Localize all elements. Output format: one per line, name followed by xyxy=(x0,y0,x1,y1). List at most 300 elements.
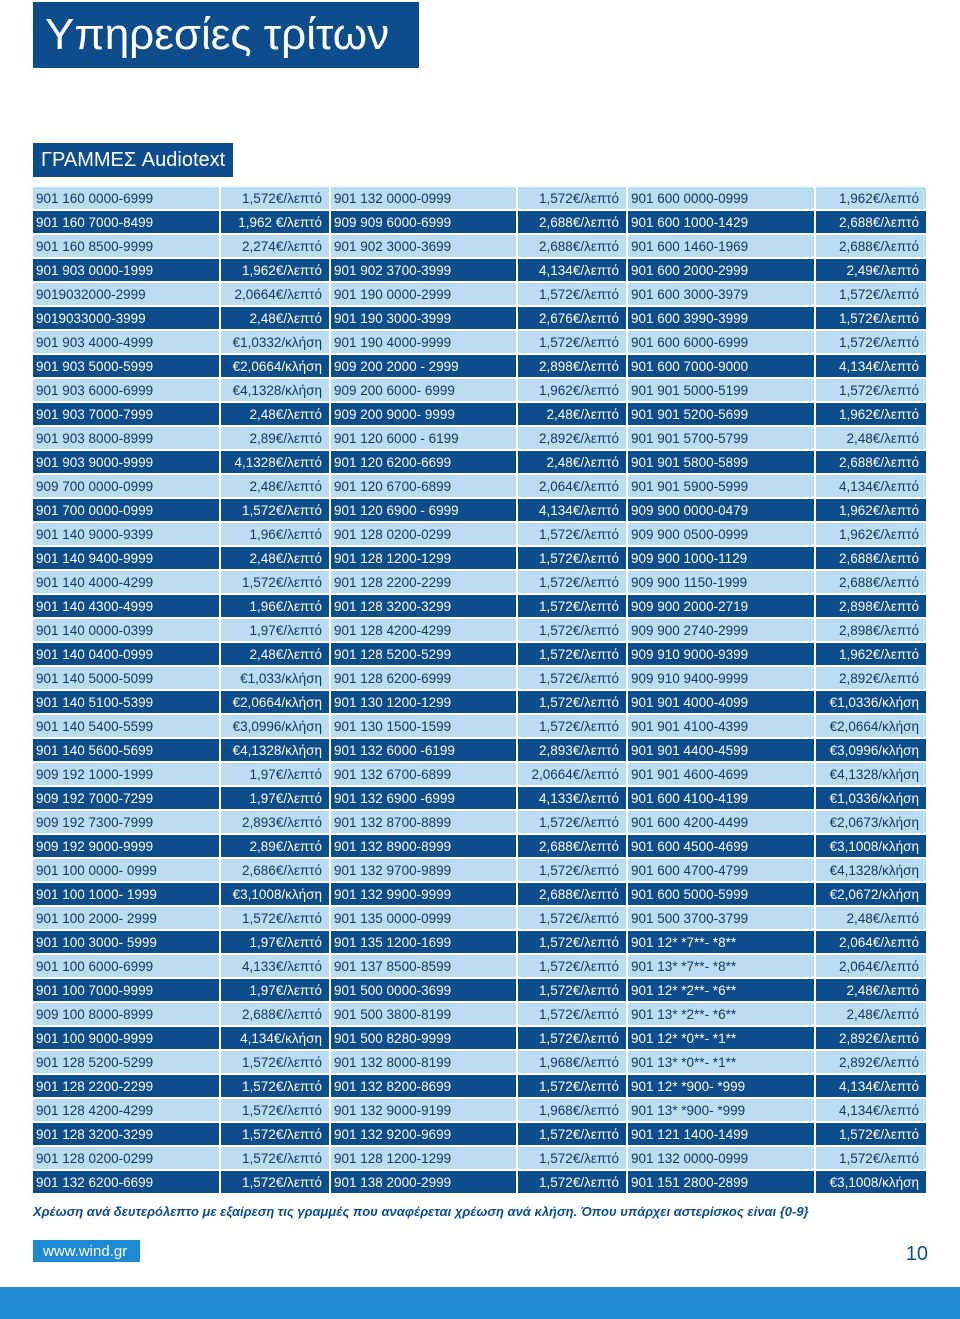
number-range-cell: 909 200 6000- 6999 xyxy=(331,379,518,403)
footer-band xyxy=(0,1287,960,1319)
number-range-cell: 901 140 4300-4999 xyxy=(33,595,221,619)
number-range-cell: 901 140 5600-5699 xyxy=(33,739,221,763)
table-row xyxy=(33,1171,926,1195)
rate-cell: 2,49€/λεπτό xyxy=(816,259,926,283)
number-range-cell: 901 12* *900- *999 xyxy=(628,1075,816,1099)
table-row xyxy=(33,523,926,547)
number-range-cell: 901 130 1200-1299 xyxy=(331,691,518,715)
rate-cell: 4,134€/κλήση xyxy=(221,1027,331,1051)
number-range-cell: 901 140 0000-0399 xyxy=(33,619,221,643)
number-range-cell: 901 190 4000-9999 xyxy=(331,331,518,355)
number-range-cell: 901 128 0200-0299 xyxy=(331,523,518,547)
rate-cell: 1,97€/λεπτό xyxy=(221,931,331,955)
rate-cell: 2,892€/λεπτό xyxy=(816,1027,926,1051)
number-range-cell: 901 160 8500-9999 xyxy=(33,235,221,259)
table-row xyxy=(33,619,926,643)
rate-cell: 4,133€/λεπτό xyxy=(518,787,628,811)
table-row xyxy=(33,187,926,211)
number-range-cell: 901 901 5800-5899 xyxy=(628,451,816,475)
number-range-cell: 901 120 6200-6699 xyxy=(331,451,518,475)
rate-cell: €3,0996/κλήση xyxy=(221,715,331,739)
section-title: ΓΡΑΜΜΕΣ Audiotext xyxy=(33,143,233,177)
number-range-cell: 901 132 9700-9899 xyxy=(331,859,518,883)
number-range-cell: 909 200 2000 - 2999 xyxy=(331,355,518,379)
number-range-cell: 901 903 5000-5999 xyxy=(33,355,221,379)
rate-cell: 2,48€/λεπτό xyxy=(816,907,926,931)
number-range-cell: 901 128 6200-6999 xyxy=(331,667,518,691)
number-range-cell: 901 132 0000-0999 xyxy=(331,187,518,211)
rate-cell: 1,572€/λεπτό xyxy=(221,907,331,931)
number-range-cell: 901 13* *2**- *6** xyxy=(628,1003,816,1027)
rate-cell: €1,0336/κλήση xyxy=(816,787,926,811)
number-range-cell: 901 132 0000-0999 xyxy=(628,1147,816,1171)
number-range-cell: 901 120 6900 - 6999 xyxy=(331,499,518,523)
number-range-cell: 901 600 4700-4799 xyxy=(628,859,816,883)
table-row xyxy=(33,307,926,331)
rate-cell: 4,134€/λεπτό xyxy=(816,475,926,499)
rate-cell: 1,572€/λεπτό xyxy=(221,571,331,595)
table-row xyxy=(33,979,926,1003)
table-row xyxy=(33,691,926,715)
number-range-cell: 901 901 4000-4099 xyxy=(628,691,816,715)
rate-cell: 2,48€/λεπτό xyxy=(518,403,628,427)
number-range-cell: 901 600 3990-3999 xyxy=(628,307,816,331)
table-row xyxy=(33,739,926,763)
table-row xyxy=(33,1123,926,1147)
number-range-cell: 901 903 8000-8999 xyxy=(33,427,221,451)
number-range-cell: 909 192 7300-7999 xyxy=(33,811,221,835)
rate-cell: 2,688€/λεπτό xyxy=(518,835,628,859)
number-range-cell: 901 140 5400-5599 xyxy=(33,715,221,739)
number-range-cell: 901 128 5200-5299 xyxy=(33,1051,221,1075)
rate-cell: 1,572€/λεπτό xyxy=(518,691,628,715)
table-row xyxy=(33,1027,926,1051)
rate-cell: 2,48€/λεπτό xyxy=(221,403,331,427)
number-range-cell: 901 132 6700-6899 xyxy=(331,763,518,787)
number-range-cell: 901 190 3000-3999 xyxy=(331,307,518,331)
table-row xyxy=(33,907,926,931)
rate-cell: €4,1328/κλήση xyxy=(221,379,331,403)
rate-cell: 2,688€/λεπτό xyxy=(816,547,926,571)
rate-cell: 1,962€/λεπτό xyxy=(816,523,926,547)
number-range-cell: 901 600 1000-1429 xyxy=(628,211,816,235)
table-row xyxy=(33,787,926,811)
number-range-cell: 901 137 8500-8599 xyxy=(331,955,518,979)
table-row xyxy=(33,211,926,235)
rate-cell: 2,898€/λεπτό xyxy=(816,619,926,643)
number-range-cell: 901 120 6000 - 6199 xyxy=(331,427,518,451)
rate-cell: 1,572€/λεπτό xyxy=(518,331,628,355)
number-range-cell: 901 132 8000-8199 xyxy=(331,1051,518,1075)
rate-cell: 1,962€/λεπτό xyxy=(816,499,926,523)
rate-cell: €2,0664/κλήση xyxy=(816,715,926,739)
number-range-cell: 901 901 4400-4599 xyxy=(628,739,816,763)
number-range-cell: 901 128 1200-1299 xyxy=(331,1147,518,1171)
table-row xyxy=(33,643,926,667)
number-range-cell: 901 500 8280-9999 xyxy=(331,1027,518,1051)
number-range-cell: 901 160 0000-6999 xyxy=(33,187,221,211)
rate-cell: 1,572€/λεπτό xyxy=(518,1147,628,1171)
rate-cell: 1,572€/λεπτό xyxy=(221,1171,331,1195)
number-range-cell: 901 13* *0**- *1** xyxy=(628,1051,816,1075)
rate-cell: 1,572€/λεπτό xyxy=(221,1147,331,1171)
rate-cell: 2,688€/λεπτό xyxy=(816,211,926,235)
number-range-cell: 901 120 6700-6899 xyxy=(331,475,518,499)
rate-cell: 1,962€/λεπτό xyxy=(518,379,628,403)
rate-cell: 2,892€/λεπτό xyxy=(816,1051,926,1075)
rate-cell: 1,97€/λεπτό xyxy=(221,619,331,643)
number-range-cell: 9019033000-3999 xyxy=(33,307,221,331)
rate-cell: €4,1328/κλήση xyxy=(221,739,331,763)
number-range-cell: 909 200 9000- 9999 xyxy=(331,403,518,427)
rate-cell: 2,898€/λεπτό xyxy=(518,355,628,379)
rate-cell: 2,892€/λεπτό xyxy=(816,667,926,691)
number-range-cell: 901 128 4200-4299 xyxy=(331,619,518,643)
rate-cell: 2,688€/λεπτό xyxy=(816,571,926,595)
number-range-cell: 901 135 0000-0999 xyxy=(331,907,518,931)
rate-cell: €1,0336/κλήση xyxy=(816,691,926,715)
rate-cell: 1,572€/λεπτό xyxy=(518,1075,628,1099)
number-range-cell: 901 901 4600-4699 xyxy=(628,763,816,787)
table-row xyxy=(33,259,926,283)
table-row xyxy=(33,403,926,427)
table-row xyxy=(33,835,926,859)
number-range-cell: 909 192 1000-1999 xyxy=(33,763,221,787)
rate-cell: 4,134€/λεπτό xyxy=(518,259,628,283)
number-range-cell: 901 128 5200-5299 xyxy=(331,643,518,667)
number-range-cell: 901 903 9000-9999 xyxy=(33,451,221,475)
number-range-cell: 901 160 7000-8499 xyxy=(33,211,221,235)
table-row xyxy=(33,283,926,307)
rate-cell: 1,962 €/λεπτό xyxy=(221,211,331,235)
rate-cell: 1,572€/λεπτό xyxy=(518,955,628,979)
rate-cell: 1,572€/λεπτό xyxy=(221,1123,331,1147)
number-range-cell: 901 12* *0**- *1** xyxy=(628,1027,816,1051)
rate-cell: 1,97€/λεπτό xyxy=(221,979,331,1003)
rate-cell: €1,0332/κλήση xyxy=(221,331,331,355)
rate-cell: 1,572€/λεπτό xyxy=(816,379,926,403)
number-range-cell: 901 903 4000-4999 xyxy=(33,331,221,355)
number-range-cell: 901 12* *2**- *6** xyxy=(628,979,816,1003)
number-range-cell: 901 140 5000-5099 xyxy=(33,667,221,691)
rate-cell: 2,688€/λεπτό xyxy=(221,1003,331,1027)
table-row xyxy=(33,595,926,619)
footnote: Χρέωση ανά δευτερόλεπτο με εξαίρεση τις γραμμές που αναφέρεται χρέωση ανά κλήση. Όπου υπάρχει αστερίσκος είναι {0-9} xyxy=(33,1204,809,1219)
number-range-cell: 901 600 3000-3979 xyxy=(628,283,816,307)
rate-cell: €4,1328/κλήση xyxy=(816,763,926,787)
rate-cell: 1,572€/λεπτό xyxy=(518,1123,628,1147)
table-row xyxy=(33,451,926,475)
number-range-cell: 909 900 1150-1999 xyxy=(628,571,816,595)
number-range-cell: 901 500 3800-8199 xyxy=(331,1003,518,1027)
number-range-cell: 901 500 3700-3799 xyxy=(628,907,816,931)
rate-cell: 1,572€/λεπτό xyxy=(518,811,628,835)
number-range-cell: 901 132 9000-9199 xyxy=(331,1099,518,1123)
rate-cell: 1,572€/λεπτό xyxy=(816,283,926,307)
number-range-cell: 901 12* *7**- *8** xyxy=(628,931,816,955)
number-range-cell: 901 132 6000 -6199 xyxy=(331,739,518,763)
table-row xyxy=(33,931,926,955)
table-row xyxy=(33,1147,926,1171)
rate-cell: 4,134€/λεπτό xyxy=(816,355,926,379)
number-range-cell: 901 600 1460-1969 xyxy=(628,235,816,259)
number-range-cell: 901 100 1000- 1999 xyxy=(33,883,221,907)
number-range-cell: 901 140 9000-9399 xyxy=(33,523,221,547)
rate-cell: 2,48€/λεπτό xyxy=(221,547,331,571)
number-range-cell: 901 903 0000-1999 xyxy=(33,259,221,283)
rate-cell: €3,1008/κλήση xyxy=(816,835,926,859)
number-range-cell: 901 128 2200-2299 xyxy=(33,1075,221,1099)
number-range-cell: 901 128 3200-3299 xyxy=(33,1123,221,1147)
rate-cell: 2,48€/λεπτό xyxy=(518,451,628,475)
number-range-cell: 901 600 0000-0999 xyxy=(628,187,816,211)
rate-cell: 1,572€/λεπτό xyxy=(518,1027,628,1051)
number-range-cell: 901 902 3000-3699 xyxy=(331,235,518,259)
rate-cell: 1,962€/λεπτό xyxy=(221,259,331,283)
number-range-cell: 901 100 6000-6999 xyxy=(33,955,221,979)
table-row xyxy=(33,1075,926,1099)
rate-cell: 2,064€/λεπτό xyxy=(816,931,926,955)
table-row xyxy=(33,1051,926,1075)
number-range-cell: 901 600 4100-4199 xyxy=(628,787,816,811)
page-title: Υπηρεσίες τρίτων xyxy=(33,2,419,68)
number-range-cell: 901 903 6000-6999 xyxy=(33,379,221,403)
rate-cell: 2,676€/λεπτό xyxy=(518,307,628,331)
website-link[interactable]: www.wind.gr xyxy=(33,1240,140,1262)
number-range-cell: 901 600 5000-5999 xyxy=(628,883,816,907)
number-range-cell: 901 600 4500-4699 xyxy=(628,835,816,859)
number-range-cell: 901 151 2800-2899 xyxy=(628,1171,816,1195)
rate-cell: 1,572€/λεπτό xyxy=(518,283,628,307)
number-range-cell: 901 140 5100-5399 xyxy=(33,691,221,715)
number-range-cell: 9019032000-2999 xyxy=(33,283,221,307)
rate-cell: €2,0672/κλήση xyxy=(816,883,926,907)
number-range-cell: 901 600 7000-9000 xyxy=(628,355,816,379)
number-range-cell: 901 901 5000-5199 xyxy=(628,379,816,403)
table-row xyxy=(33,955,926,979)
number-range-cell: 909 900 1000-1129 xyxy=(628,547,816,571)
rate-cell: 2,064€/λεπτό xyxy=(518,475,628,499)
rate-cell: 2,688€/λεπτό xyxy=(518,211,628,235)
rate-cell: 1,572€/λεπτό xyxy=(221,1099,331,1123)
number-range-cell: 909 909 6000-6999 xyxy=(331,211,518,235)
number-range-cell: 901 140 9400-9999 xyxy=(33,547,221,571)
table-row xyxy=(33,667,926,691)
rate-cell: 1,962€/λεπτό xyxy=(816,403,926,427)
rate-cell: 2,48€/λεπτό xyxy=(816,1003,926,1027)
number-range-cell: 901 128 2200-2299 xyxy=(331,571,518,595)
table-row xyxy=(33,859,926,883)
rate-cell: 1,96€/λεπτό xyxy=(221,595,331,619)
number-range-cell: 901 138 2000-2999 xyxy=(331,1171,518,1195)
rate-cell: 1,572€/λεπτό xyxy=(816,307,926,331)
rate-cell: 1,572€/λεπτό xyxy=(221,187,331,211)
number-range-cell: 901 901 5700-5799 xyxy=(628,427,816,451)
rate-cell: 2,064€/λεπτό xyxy=(816,955,926,979)
rate-cell: 2,686€/λεπτό xyxy=(221,859,331,883)
rate-cell: €1,033/κλήση xyxy=(221,667,331,691)
number-range-cell: 909 910 9400-9999 xyxy=(628,667,816,691)
rate-cell: 1,572€/λεπτό xyxy=(221,1075,331,1099)
rate-cell: 1,572€/λεπτό xyxy=(518,595,628,619)
rates-table-body xyxy=(33,187,926,1195)
rate-cell: €2,0664/κλήση xyxy=(221,691,331,715)
number-range-cell: 901 901 5900-5999 xyxy=(628,475,816,499)
table-row xyxy=(33,379,926,403)
rate-cell: 2,688€/λεπτό xyxy=(816,451,926,475)
number-range-cell: 909 900 0500-0999 xyxy=(628,523,816,547)
number-range-cell: 909 900 2000-2719 xyxy=(628,595,816,619)
rate-cell: 2,893€/λεπτό xyxy=(221,811,331,835)
rate-cell: 1,97€/λεπτό xyxy=(221,787,331,811)
number-range-cell: 909 700 0000-0999 xyxy=(33,475,221,499)
table-row xyxy=(33,571,926,595)
rate-cell: 1,962€/λεπτό xyxy=(816,187,926,211)
number-range-cell: 901 500 0000-3699 xyxy=(331,979,518,1003)
number-range-cell: 901 132 9200-9699 xyxy=(331,1123,518,1147)
rate-cell: 2,688€/λεπτό xyxy=(816,235,926,259)
rate-cell: 2,274€/λεπτό xyxy=(221,235,331,259)
rate-cell: 1,968€/λεπτό xyxy=(518,1099,628,1123)
rate-cell: 1,572€/λεπτό xyxy=(518,907,628,931)
rate-cell: €3,0996/κλήση xyxy=(816,739,926,763)
number-range-cell: 909 192 7000-7299 xyxy=(33,787,221,811)
number-range-cell: 901 128 1200-1299 xyxy=(331,547,518,571)
number-range-cell: 901 132 8700-8899 xyxy=(331,811,518,835)
rate-cell: 1,572€/λεπτό xyxy=(518,931,628,955)
table-row xyxy=(33,427,926,451)
rate-cell: 4,134€/λεπτό xyxy=(816,1075,926,1099)
number-range-cell: 901 128 4200-4299 xyxy=(33,1099,221,1123)
table-row xyxy=(33,499,926,523)
number-range-cell: 901 100 3000- 5999 xyxy=(33,931,221,955)
rate-cell: 2,0664€/λεπτό xyxy=(221,283,331,307)
rate-cell: 2,0664€/λεπτό xyxy=(518,763,628,787)
number-range-cell: 901 190 0000-2999 xyxy=(331,283,518,307)
rate-cell: 1,572€/λεπτό xyxy=(518,571,628,595)
number-range-cell: 901 600 6000-6999 xyxy=(628,331,816,355)
rate-cell: 2,898€/λεπτό xyxy=(816,595,926,619)
number-range-cell: 901 700 0000-0999 xyxy=(33,499,221,523)
page-number: 10 xyxy=(905,1243,928,1265)
rate-cell: 1,572€/λεπτό xyxy=(816,331,926,355)
rate-cell: 1,96€/λεπτό xyxy=(221,523,331,547)
table-row xyxy=(33,763,926,787)
rate-cell: 1,572€/λεπτό xyxy=(518,667,628,691)
number-range-cell: 901 140 0400-0999 xyxy=(33,643,221,667)
rates-table xyxy=(33,187,926,1195)
number-range-cell: 901 901 4100-4399 xyxy=(628,715,816,739)
rate-cell: 1,572€/λεπτό xyxy=(518,187,628,211)
rate-cell: 2,892€/λεπτό xyxy=(518,427,628,451)
number-range-cell: 909 910 9000-9399 xyxy=(628,643,816,667)
rate-cell: 2,688€/λεπτό xyxy=(518,235,628,259)
rate-cell: 1,572€/λεπτό xyxy=(518,547,628,571)
rate-cell: 1,572€/λεπτό xyxy=(816,1147,926,1171)
number-range-cell: 901 902 3700-3999 xyxy=(331,259,518,283)
rate-cell: 4,133€/λεπτό xyxy=(221,955,331,979)
number-range-cell: 909 100 8000-8999 xyxy=(33,1003,221,1027)
number-range-cell: 901 135 1200-1699 xyxy=(331,931,518,955)
number-range-cell: 901 100 9000-9999 xyxy=(33,1027,221,1051)
number-range-cell: 901 128 0200-0299 xyxy=(33,1147,221,1171)
rate-cell: 2,48€/λεπτό xyxy=(816,427,926,451)
number-range-cell: 901 100 7000-9999 xyxy=(33,979,221,1003)
number-range-cell: 901 100 2000- 2999 xyxy=(33,907,221,931)
rate-cell: 4,134€/λεπτό xyxy=(816,1099,926,1123)
number-range-cell: 901 130 1500-1599 xyxy=(331,715,518,739)
number-range-cell: 901 121 1400-1499 xyxy=(628,1123,816,1147)
table-row xyxy=(33,715,926,739)
number-range-cell: 901 903 7000-7999 xyxy=(33,403,221,427)
rate-cell: 1,572€/λεπτό xyxy=(221,499,331,523)
number-range-cell: 909 192 9000-9999 xyxy=(33,835,221,859)
table-row xyxy=(33,811,926,835)
rate-cell: 1,572€/λεπτό xyxy=(518,643,628,667)
table-row xyxy=(33,235,926,259)
table-row xyxy=(33,547,926,571)
number-range-cell: 901 128 3200-3299 xyxy=(331,595,518,619)
number-range-cell: 901 600 2000-2999 xyxy=(628,259,816,283)
rate-cell: 1,572€/λεπτό xyxy=(816,1123,926,1147)
number-range-cell: 901 132 8900-8999 xyxy=(331,835,518,859)
number-range-cell: 901 140 4000-4299 xyxy=(33,571,221,595)
number-range-cell: 901 132 9900-9999 xyxy=(331,883,518,907)
table-row xyxy=(33,1003,926,1027)
rate-cell: 4,134€/λεπτό xyxy=(518,499,628,523)
rate-cell: 2,89€/λεπτό xyxy=(221,835,331,859)
rate-cell: 1,572€/λεπτό xyxy=(518,1171,628,1195)
number-range-cell: 901 901 5200-5699 xyxy=(628,403,816,427)
rate-cell: €4,1328/κλήση xyxy=(816,859,926,883)
table-row xyxy=(33,1099,926,1123)
rate-cell: 1,572€/λεπτό xyxy=(518,619,628,643)
rate-cell: 2,893€/λεπτό xyxy=(518,739,628,763)
rate-cell: 1,572€/λεπτό xyxy=(518,1003,628,1027)
number-range-cell: 901 600 4200-4499 xyxy=(628,811,816,835)
table-row xyxy=(33,475,926,499)
rate-cell: 1,962€/λεπτό xyxy=(816,643,926,667)
rate-cell: €3,1008/κλήση xyxy=(816,1171,926,1195)
table-row xyxy=(33,355,926,379)
rate-cell: 1,572€/λεπτό xyxy=(221,1051,331,1075)
rate-cell: 1,97€/λεπτό xyxy=(221,763,331,787)
rate-cell: 1,572€/λεπτό xyxy=(518,979,628,1003)
rate-cell: €2,0673/κλήση xyxy=(816,811,926,835)
rate-cell: 1,572€/λεπτό xyxy=(518,715,628,739)
rate-cell: 4,1328€/λεπτό xyxy=(221,451,331,475)
rate-cell: €3,1008/κλήση xyxy=(221,883,331,907)
number-range-cell: 909 900 2740-2999 xyxy=(628,619,816,643)
rate-cell: 2,48€/λεπτό xyxy=(221,475,331,499)
rate-cell: 2,48€/λεπτό xyxy=(816,979,926,1003)
number-range-cell: 901 132 6900 -6999 xyxy=(331,787,518,811)
table-row xyxy=(33,331,926,355)
rate-cell: 2,48€/λεπτό xyxy=(221,307,331,331)
number-range-cell: 901 132 8200-8699 xyxy=(331,1075,518,1099)
number-range-cell: 901 100 0000- 0999 xyxy=(33,859,221,883)
rate-cell: 1,572€/λεπτό xyxy=(518,523,628,547)
number-range-cell: 909 900 0000-0479 xyxy=(628,499,816,523)
number-range-cell: 901 13* *7**- *8** xyxy=(628,955,816,979)
rate-cell: 2,48€/λεπτό xyxy=(221,643,331,667)
rate-cell: 1,968€/λεπτό xyxy=(518,1051,628,1075)
number-range-cell: 901 132 6200-6699 xyxy=(33,1171,221,1195)
number-range-cell: 901 13* *900- *999 xyxy=(628,1099,816,1123)
rate-cell: €2,0664/κλήση xyxy=(221,355,331,379)
rate-cell: 1,572€/λεπτό xyxy=(518,859,628,883)
rate-cell: 2,89€/λεπτό xyxy=(221,427,331,451)
